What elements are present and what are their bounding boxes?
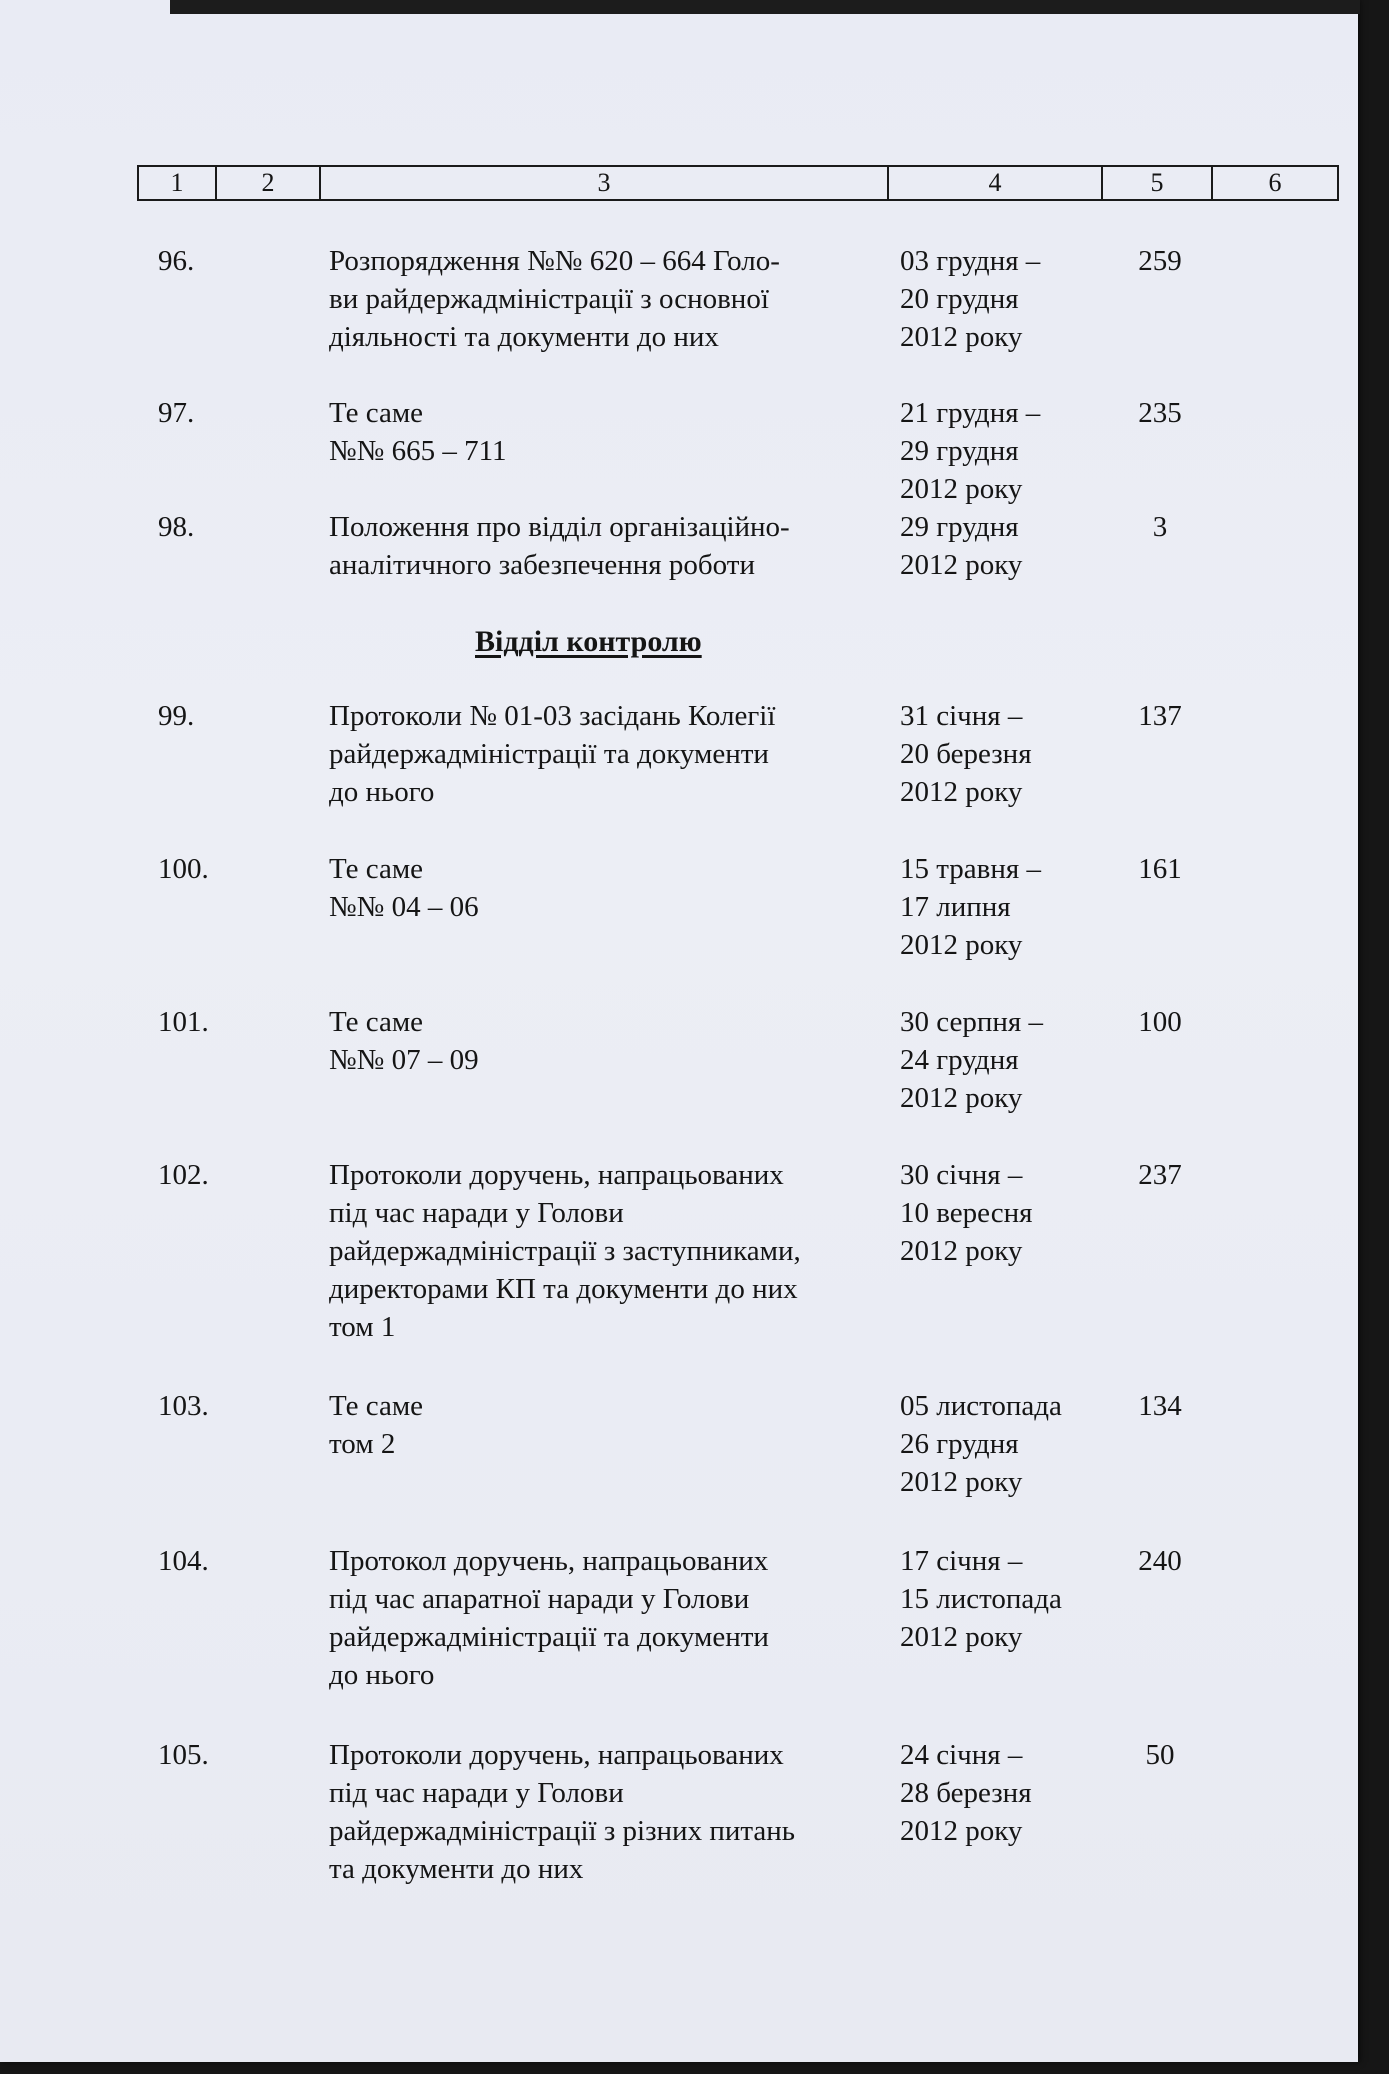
entry-sheet-count: 3 [1152,511,1168,543]
entry-sheet-count: 237 [1138,1159,1182,1191]
entry-sheet-count: 134 [1138,1390,1182,1422]
entry-dates: 21 грудня – 29 грудня 2012 року [900,397,1041,505]
entry-number: 97. [158,397,195,429]
entry-number: 102. [158,1159,209,1191]
entry-number: 98. [158,511,195,543]
column-header-table [137,165,1339,201]
header-col-2: 2 [217,167,321,199]
entry-sheet-count: 240 [1138,1545,1182,1577]
entry-dates: 29 грудня 2012 року [900,511,1023,581]
entry-dates: 15 травня – 17 липня 2012 року [900,853,1041,961]
entry-dates: 30 серпня – 24 грудня 2012 року [900,1006,1043,1114]
entry-title: Те саме том 2 [329,1390,424,1460]
entry-number: 96. [158,245,195,277]
entry-dates: 24 січня – 28 березня 2012 року [900,1739,1032,1847]
header-col-5: 5 [1103,167,1213,199]
entry-number: 105. [158,1739,209,1771]
entry-number: 99. [158,700,195,732]
scan-top-edge [170,0,1360,14]
entry-title: Протокол доручень, напрацьованих під час апаратної наради у Голови райдержадміністрації та документи до нього [329,1545,769,1691]
entry-number: 104. [158,1545,209,1577]
entry-number: 100. [158,853,209,885]
entry-title: Протоколи доручень, напрацьованих під час наради у Голови райдержадміністрації з різних питань та документи до них [329,1739,796,1885]
entry-dates: 30 січня – 10 вересня 2012 року [900,1159,1033,1267]
entry-sheet-count: 100 [1138,1006,1182,1038]
entry-sheet-count: 235 [1138,397,1182,429]
entry-dates: 03 грудня – 20 грудня 2012 року [900,245,1041,353]
entry-number: 103. [158,1390,209,1422]
entry-number: 101. [158,1006,209,1038]
entry-title: Те саме №№ 07 – 09 [329,1006,479,1076]
entry-dates: 31 січня – 20 березня 2012 року [900,700,1032,808]
entry-sheet-count: 161 [1138,853,1182,885]
entry-title: Те саме №№ 665 – 711 [329,397,507,467]
entry-dates: 05 листопада 26 грудня 2012 року [900,1390,1062,1498]
entry-title: Протоколи № 01-03 засідань Колегії райдержадміністрації та документи до нього [329,700,776,808]
entry-sheet-count: 259 [1138,245,1182,277]
entry-title: Протоколи доручень, напрацьованих під час наради у Голови райдержадміністрації з заступниками, директорами КП та документи до них том 1 [329,1159,801,1343]
entry-title: Положення про відділ організаційно- аналітичного забезпечення роботи [329,511,790,581]
entry-dates: 17 січня – 15 листопада 2012 року [900,1545,1062,1653]
entry-sheet-count: 137 [1138,700,1182,732]
section-heading: Відділ контролю [475,625,702,658]
entry-title: Те саме №№ 04 – 06 [329,853,479,923]
header-col-4: 4 [889,167,1103,199]
header-col-3: 3 [321,167,889,199]
entry-title: Розпорядження №№ 620 – 664 Голо- ви райдержадміністрації з основної діяльності та документи до них [329,245,780,353]
entry-sheet-count: 50 [1145,1739,1175,1771]
header-col-6: 6 [1268,168,1282,197]
header-col-1: 1 [139,167,217,199]
